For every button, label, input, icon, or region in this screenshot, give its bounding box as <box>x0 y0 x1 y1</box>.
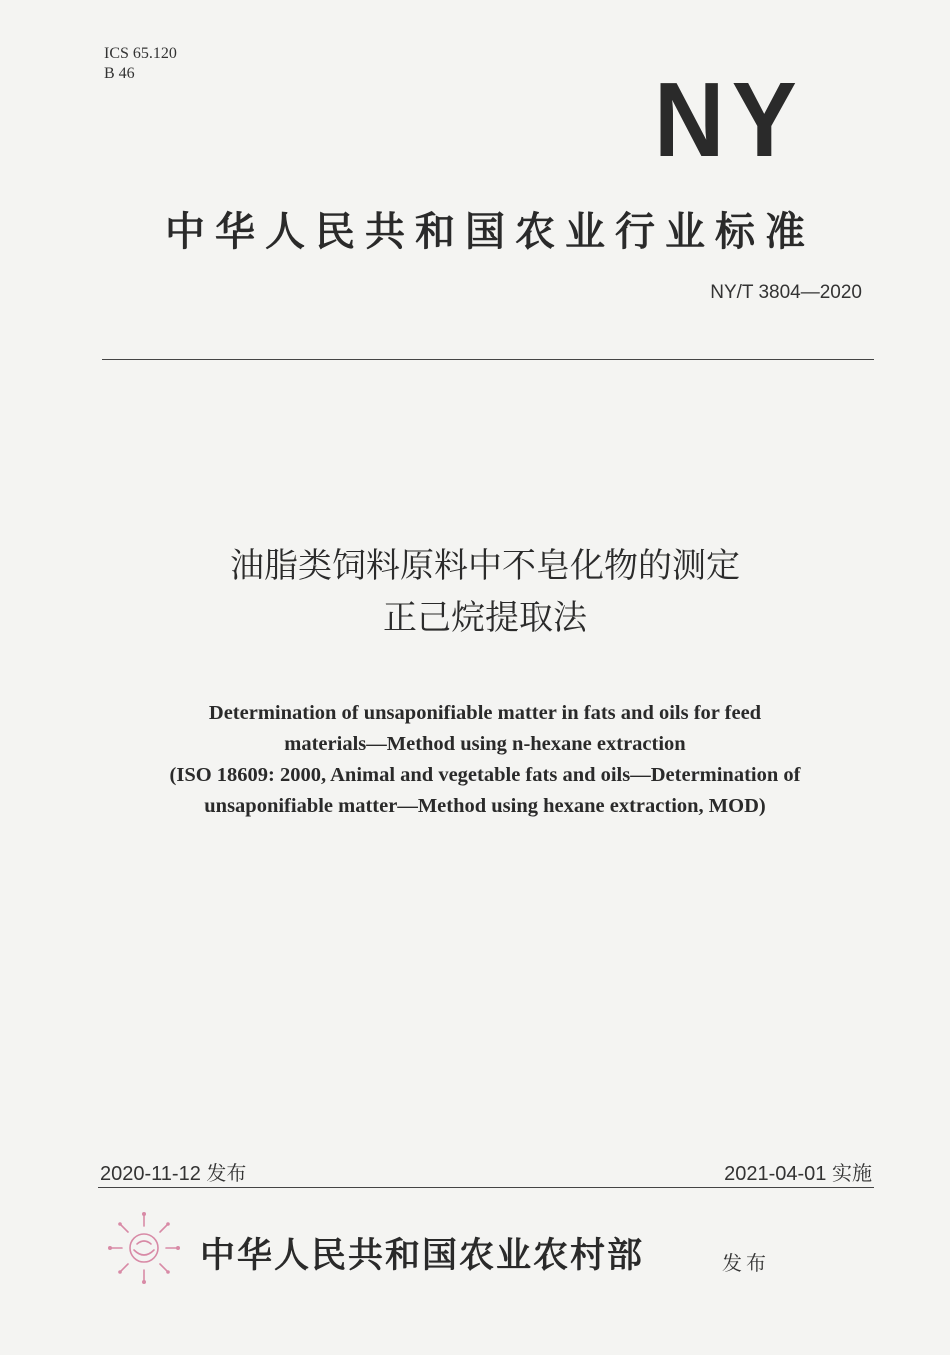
chinese-title-line-2: 正己烷提取法 <box>383 598 587 638</box>
classification-codes <box>104 44 177 84</box>
chinese-title <box>100 540 870 644</box>
english-title <box>120 698 850 822</box>
ics-code: ICS 65.120 <box>104 45 177 62</box>
issue-label: 发布 <box>722 1251 770 1275</box>
implementation-date: 2021-04-01 实施 <box>724 1163 872 1185</box>
ministry-emblem-icon <box>106 1210 182 1286</box>
standard-type-title: 中华人民共和国农业行业标准 <box>165 208 815 255</box>
ccs-code: B 46 <box>104 65 135 82</box>
ny-logo: NY <box>654 61 805 179</box>
english-title-line-3: (ISO 18609: 2000, Animal and vegetable fats and oils—Determination of <box>169 764 801 786</box>
issue-date: 2020-11-12 发布 <box>100 1163 247 1185</box>
bottom-divider <box>98 1187 874 1188</box>
english-title-line-4: unsaponifiable matter—Method using hexane extraction, MOD) <box>204 795 766 817</box>
english-title-line-1: Determination of unsaponifiable matter in fats and oils for feed <box>208 702 762 724</box>
issuing-authority: 中华人民共和国农业农村部 <box>200 1235 645 1276</box>
chinese-title-line-1: 油脂类饲料原料中不皂化物的测定 <box>230 546 740 586</box>
top-divider <box>102 359 874 360</box>
standard-number: NY/T 3804—2020 <box>710 282 862 303</box>
english-title-line-2: materials—Method using n-hexane extraction <box>284 733 686 755</box>
